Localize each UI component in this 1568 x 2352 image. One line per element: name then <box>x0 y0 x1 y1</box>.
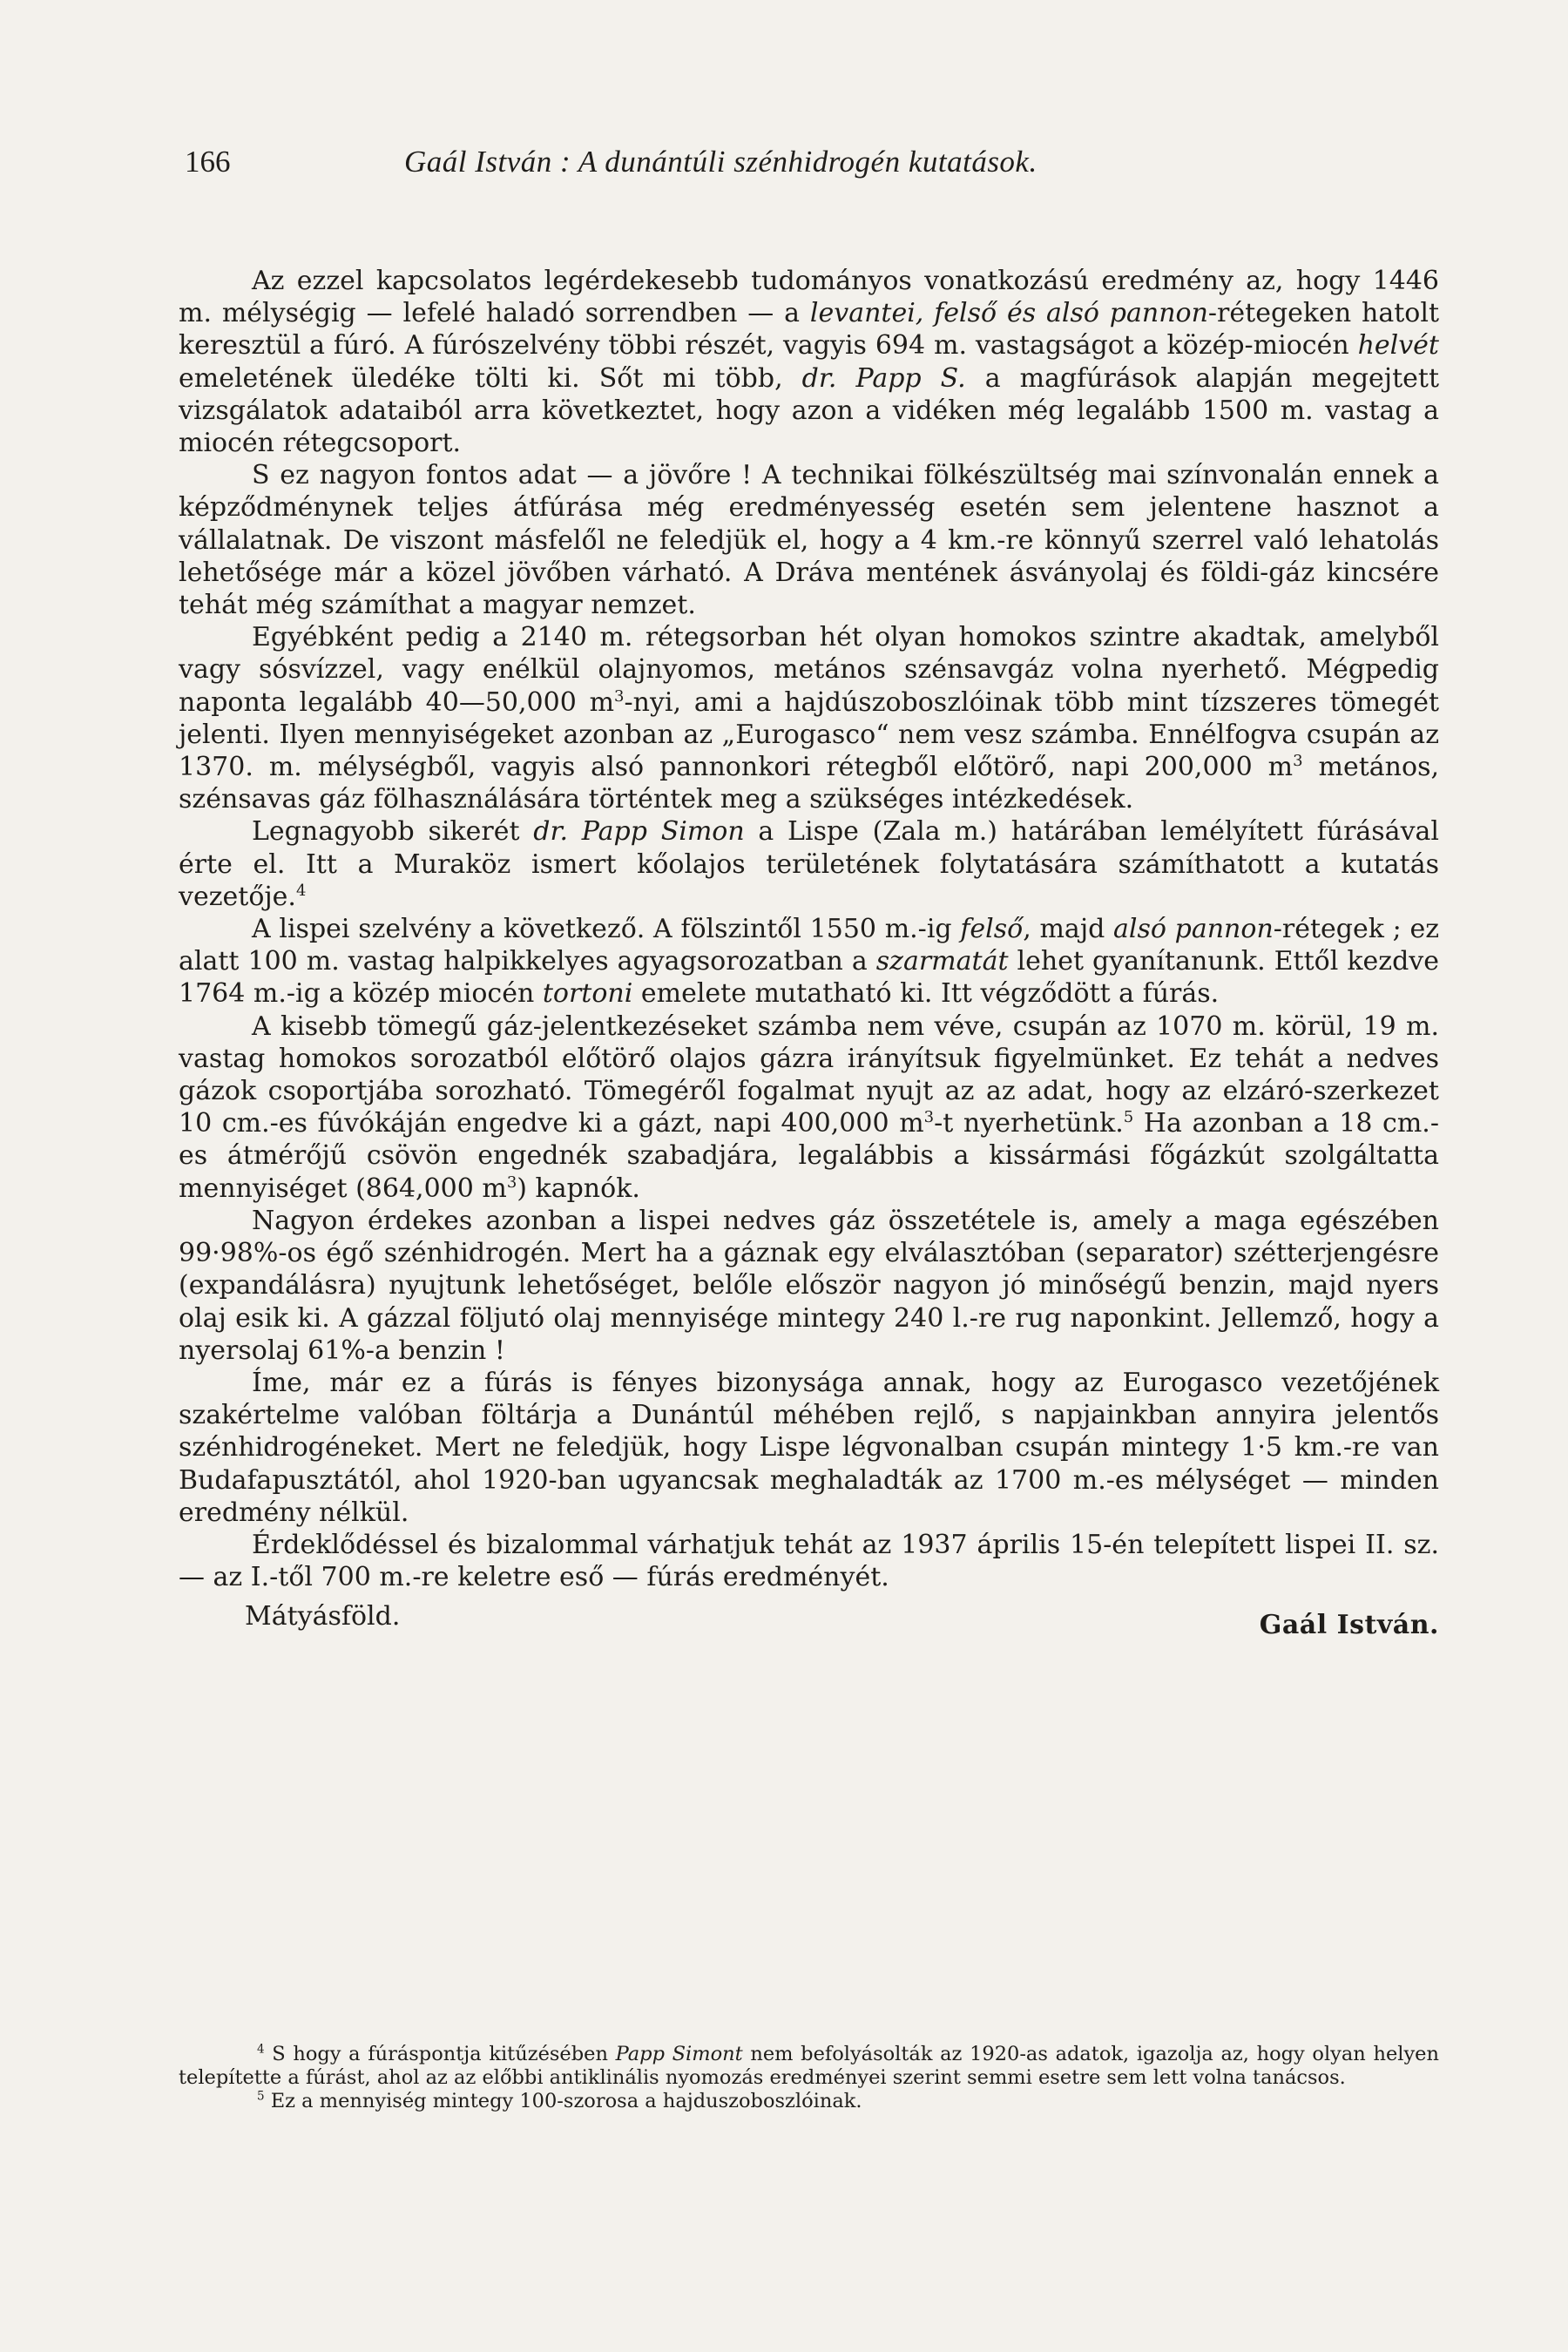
text-run: metános, szénsavas gáz fölhasználására történtek meg a szükséges intézkedések. <box>179 752 1439 815</box>
footnote-ref: 4 <box>257 2042 265 2057</box>
text-run: emeletének üledéke tölti ki. Sőt mi több, <box>179 362 802 394</box>
running-title: Gaál István : A dunántúli szénhidrogén kutatások. <box>404 145 1037 179</box>
emphasis: felső <box>960 914 1024 945</box>
footnote-ref: 3 <box>614 686 625 706</box>
footnote-ref: 5 <box>257 2089 265 2104</box>
text-run: nem befolyásolták az 1920-as adatok, igazolja az, hogy olyan helyen telepítette a fúrást, ahol az az előbbi antiklinális nyomozás eredményei szerint semmi esetre sem lett volna tanácsos. <box>179 2043 1439 2089</box>
paragraph <box>179 621 1439 815</box>
paragraph <box>179 1205 1439 1367</box>
signoff <box>179 1600 1439 1639</box>
text-run: emelete mutatható ki. Itt végződött a fúrás. <box>632 978 1220 1010</box>
emphasis: dr. Papp S. <box>801 362 966 394</box>
text-run: -t nyerhetünk. <box>934 1108 1124 1139</box>
signoff-author: Gaál István. <box>1259 1610 1439 1641</box>
page-number: 166 <box>185 145 231 179</box>
paragraph <box>179 265 1439 459</box>
text-run: Ha azonban a 18 cm.-es átmérőjű csövön engednék szabadjára, legalábbis a kissármási főgázkút szolgáltatta mennyiséget (864,000 m <box>179 1108 1439 1204</box>
text-run: Legnagyobb sikerét <box>252 816 534 848</box>
footnotes <box>179 2043 1439 2112</box>
text-run: lehet gyanítanunk. Ettől kezdve 1764 m.-ig a közép miocén <box>179 946 1439 1010</box>
text-run: A lispei szelvény a következő. A fölszintől 1550 m.-ig <box>252 914 961 945</box>
footnote-ref: 3 <box>923 1108 935 1127</box>
text-run: -nyi, ami a hajdúszoboszlóinak több mint tízszeres tömegét jelenti. Ilyen mennyiségeket azonban az „Eurogasco“ nem vesz számba. Ennélfogva csupán az 1370. m. mélységből, vagyis alsó pannonkori rétegből előtörő, napi 200,000 m <box>179 686 1439 783</box>
emphasis: levantei, felső és alsó pannon <box>809 298 1208 329</box>
emphasis: alsó pannon <box>1113 914 1274 945</box>
emphasis: dr. Papp Simon <box>533 816 745 848</box>
paragraph <box>179 815 1439 913</box>
footnote-ref: 5 <box>1123 1108 1134 1127</box>
footnote-ref: 3 <box>1293 752 1303 771</box>
paragraph <box>179 913 1439 1010</box>
emphasis: tortoni <box>542 978 633 1010</box>
text-run: -rétegeken hatolt keresztül a fúró. A fúrószelvény többi részét, vagyis 694 m. vastagságot a közép-miocén <box>179 298 1439 362</box>
text-run: A kisebb tömegű gáz-jelentkezéseket számba nem véve, csupán az 1070 m. körül, 19 m. vastag homokos sorozatból előtörő olajos gázra irányítsuk figyelmünket. Ez tehát a nedves gázok csoportjába sorozható. Tömegéről fogalmat nyujt az az adat, hogy az elzáró-szerkezet 10 cm.-es fúvókáján engedve ki a gázt, napi 400,000 m <box>179 1010 1439 1139</box>
paragraph <box>179 459 1439 621</box>
article-body <box>179 265 1439 1639</box>
text-run: S hogy a fúráspontja kitűzésében <box>264 2043 616 2065</box>
text-run: a magfúrások alapján megejtett vizsgálatok adataiból arra következtet, hogy azon a vidéken még legalább 1500 m. vastag a miocén rétegcsoport. <box>179 362 1439 459</box>
text-run: Nagyon érdekes azonban a lispei nedves gáz összetétele is, amely a maga egészében 99·98%-os égő szénhidrogén. Mert ha a gáznak egy elválasztóban (separator) szétterjengésre (expandálásra) nyujtunk lehetőséget, belőle először nagyon jó minőségű benzin, majd nyers olaj esik ki. A gázzal följutó olaj mennyisége mintegy 240 l.-re rug naponkint. Jellemző, hogy a nyersolaj 61%-a benzin ! <box>179 1205 1439 1366</box>
text-run: S ez nagyon fontos adat — a jövőre ! A technikai fölkészültség mai színvonalán ennek a képződménynek teljes átfúrása még eredményesség esetén sem jelentene hasznot a vállalatnak. De viszont másfelől ne feledjük el, hogy a 4 km.-re könnyű szerrel való lehatolás lehetősége már a közel jövőben várható. A Dráva mentének ásványolaj és földi-gáz kincsére tehát még számíthat a magyar nemzet. <box>179 460 1439 621</box>
text-run: a Lispe (Zala m.) határában lemélyített fúrásával érte el. Itt a Muraköz ismert kőolajos területének folytatására számíthatott a kutatás vezetője. <box>179 816 1440 912</box>
paragraph <box>179 1010 1439 1205</box>
footnote-ref: 3 <box>506 1173 517 1192</box>
emphasis: Papp Simont <box>615 2043 743 2065</box>
text-run: Íme, már ez a fúrás is fényes bizonysága annak, hogy az Eurogasco vezetőjének szakértelme valóban föltárja a Dunántúl méhében rejlő, s napjainkban annyira jelentős szénhidrogéneket. Mert ne feledjük, hogy Lispe légvonalban csupán mintegy 1·5 km.-re van Budafapusztától, ahol 1920-ban ugyancsak meghaladták az 1700 m.-es mélységet — minden eredmény nélkül. <box>179 1367 1439 1528</box>
footnote-ref: 4 <box>295 881 307 900</box>
footnote <box>179 2043 1439 2090</box>
text-run: ) kapnók. <box>517 1173 640 1204</box>
text-run: -rétegek ; ez alatt 100 m. vastag halpikkelyes agyagsorozatban a <box>179 914 1439 977</box>
signoff-place: Mátyásföld. <box>245 1601 401 1632</box>
text-run: Az ezzel kapcsolatos legérdekesebb tudományos vonatkozású eredmény az, hogy 1446 m. mélységig — lefelé haladó sorrendben — a <box>179 266 1439 329</box>
footnote <box>179 2090 1439 2113</box>
text-run: Egyébként pedig a 2140 m. rétegsorban hét olyan homokos szintre akadtak, amelyből vagy sósvízzel, vagy enélkül olajnyomos, metános szénsavgáz volna nyerhető. Mégpedig naponta legalább 40—50,000 m <box>179 622 1439 718</box>
paragraph <box>179 1367 1439 1529</box>
text-run: Ez a mennyiség mintegy 100-szorosa a hajduszoboszlóinak. <box>264 2089 862 2112</box>
text-run: , majd <box>1023 914 1114 945</box>
paragraph <box>179 1529 1439 1593</box>
text-run: Érdeklődéssel és bizalommal várhatjuk tehát az 1937 április 15-én telepített lispei II. sz. — az I.-től 700 m.-re keletre eső — fúrás eredményét. <box>179 1529 1439 1593</box>
emphasis: helvét <box>1357 330 1439 362</box>
emphasis: szarmatát <box>875 946 1009 977</box>
